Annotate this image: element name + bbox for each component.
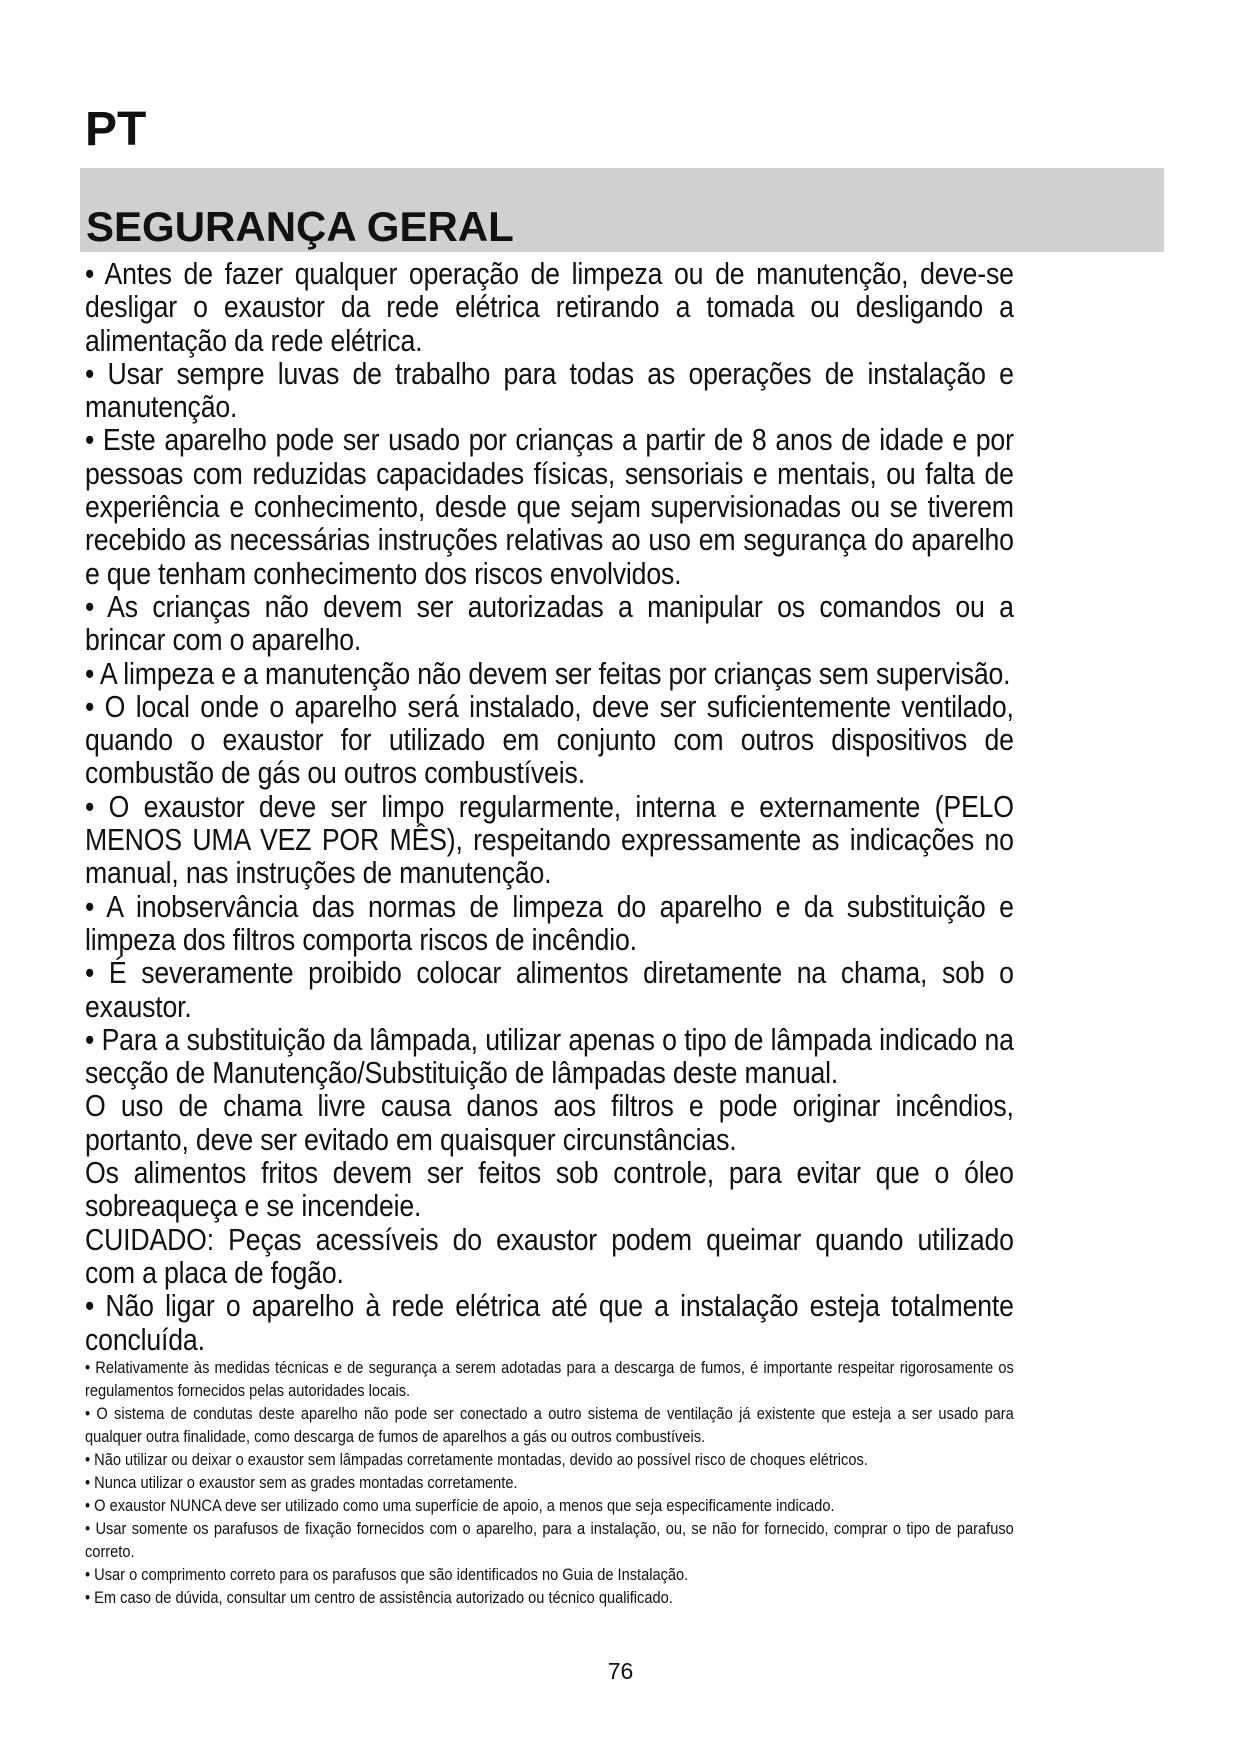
safety-text-body: [85, 257, 1014, 1609]
paragraph: • Em caso de dúvida, consultar um centro de assistência autorizado ou técnico qualificado.: [85, 1587, 673, 1607]
page-number: 76: [607, 1658, 634, 1684]
paragraph: • A inobservância das normas de limpeza do aparelho e da substituição e limpeza dos filtros comporta riscos de incêndio.: [85, 888, 1014, 957]
language-code: PT: [85, 103, 147, 156]
paragraph: • Para a substituição da lâmpada, utilizar apenas o tipo de lâmpada indicado na secção de Manutenção/Substituição de lâmpadas deste manual.: [85, 1021, 1014, 1091]
paragraph: • O local onde o aparelho será instalado, deve ser suficientemente ventilado, quando o exaustor for utilizado em conjunto com outros dispositivos de combustão de gás ou outros combustíveis.: [85, 688, 1014, 791]
paragraph: • Nunca utilizar o exaustor sem as grades montadas corretamente.: [85, 1472, 518, 1492]
paragraph: • O sistema de condutas deste aparelho não pode ser conectado a outro sistema de ventilação já existente que esteja a ser usado para qualquer outra finalidade, como descarga de fumos de aparelhos a gás ou outros combustíveis.: [85, 1403, 1014, 1446]
paragraph: • Usar sempre luvas de trabalho para todas as operações de instalação e manutenção.: [85, 355, 1014, 425]
section-title: SEGURANÇA GERAL: [86, 203, 514, 250]
paragraph: • É severamente proibido colocar alimentos diretamente na chama, sob o exaustor.: [85, 955, 1014, 1024]
paragraph: • As crianças não devem ser autorizadas a manipular os comandos ou a brincar com o aparelho.: [85, 588, 1014, 658]
paragraph: • Não utilizar ou deixar o exaustor sem lâmpadas corretamente montadas, devido ao possível risco de choques elétricos.: [85, 1449, 868, 1469]
paragraph: • O exaustor NUNCA deve ser utilizado como uma superfície de apoio, a menos que seja especificamente indicado.: [85, 1495, 835, 1515]
paragraph: • Usar o comprimento correto para os parafusos que são identificados no Guia de Instalação.: [85, 1564, 689, 1584]
paragraph: • A limpeza e a manutenção não devem ser feitas por crianças sem supervisão.: [85, 655, 1011, 691]
paragraph: CUIDADO: Peças acessíveis do exaustor podem queimar quando utilizado com a placa de fogão.: [85, 1221, 1014, 1290]
paragraph: • Este aparelho pode ser usado por crianças a partir de 8 anos de idade e por pessoas com reduzidas capacidades físicas, sensoriais e mentais, ou falta de experiência e conhecimento, desde que sejam supervisionadas ou se tiverem recebido as necessárias instruções relativas ao uso em segurança do aparelho e que tenham conhecimento dos riscos envolvidos.: [85, 422, 1014, 591]
paragraph: Os alimentos fritos devem ser feitos sob controle, para evitar que o óleo sobreaqueça e se incendeie.: [85, 1155, 1014, 1224]
paragraph: • O exaustor deve ser limpo regularmente, interna e externamente (PELO MENOS UMA VEZ POR MÊS), respeitando expressamente as indicações no manual, nas instruções de manutenção.: [85, 788, 1014, 891]
paragraph: • Não ligar o aparelho à rede elétrica até que a instalação esteja totalmente concluída.: [85, 1288, 1014, 1357]
paragraph: • Antes de fazer qualquer operação de limpeza ou de manutenção, deve-se desligar o exaustor da rede elétrica retirando a tomada ou desligando a alimentação da rede elétrica.: [85, 256, 1014, 358]
paragraph: • Usar somente os parafusos de fixação fornecidos com o aparelho, para a instalação, ou, se não for fornecido, comprar o tipo de parafuso correto.: [85, 1518, 1014, 1561]
paragraph: O uso de chama livre causa danos aos filtros e pode originar incêndios, portanto, deve ser evitado em quaisquer circunstâncias.: [85, 1088, 1014, 1157]
section-title-bar: [80, 168, 1164, 252]
paragraph: • Relativamente às medidas técnicas e de segurança a serem adotadas para a descarga de fumos, é importante respeitar rigorosamente os regulamentos fornecidos pelas autoridades locais.: [85, 1357, 1014, 1400]
